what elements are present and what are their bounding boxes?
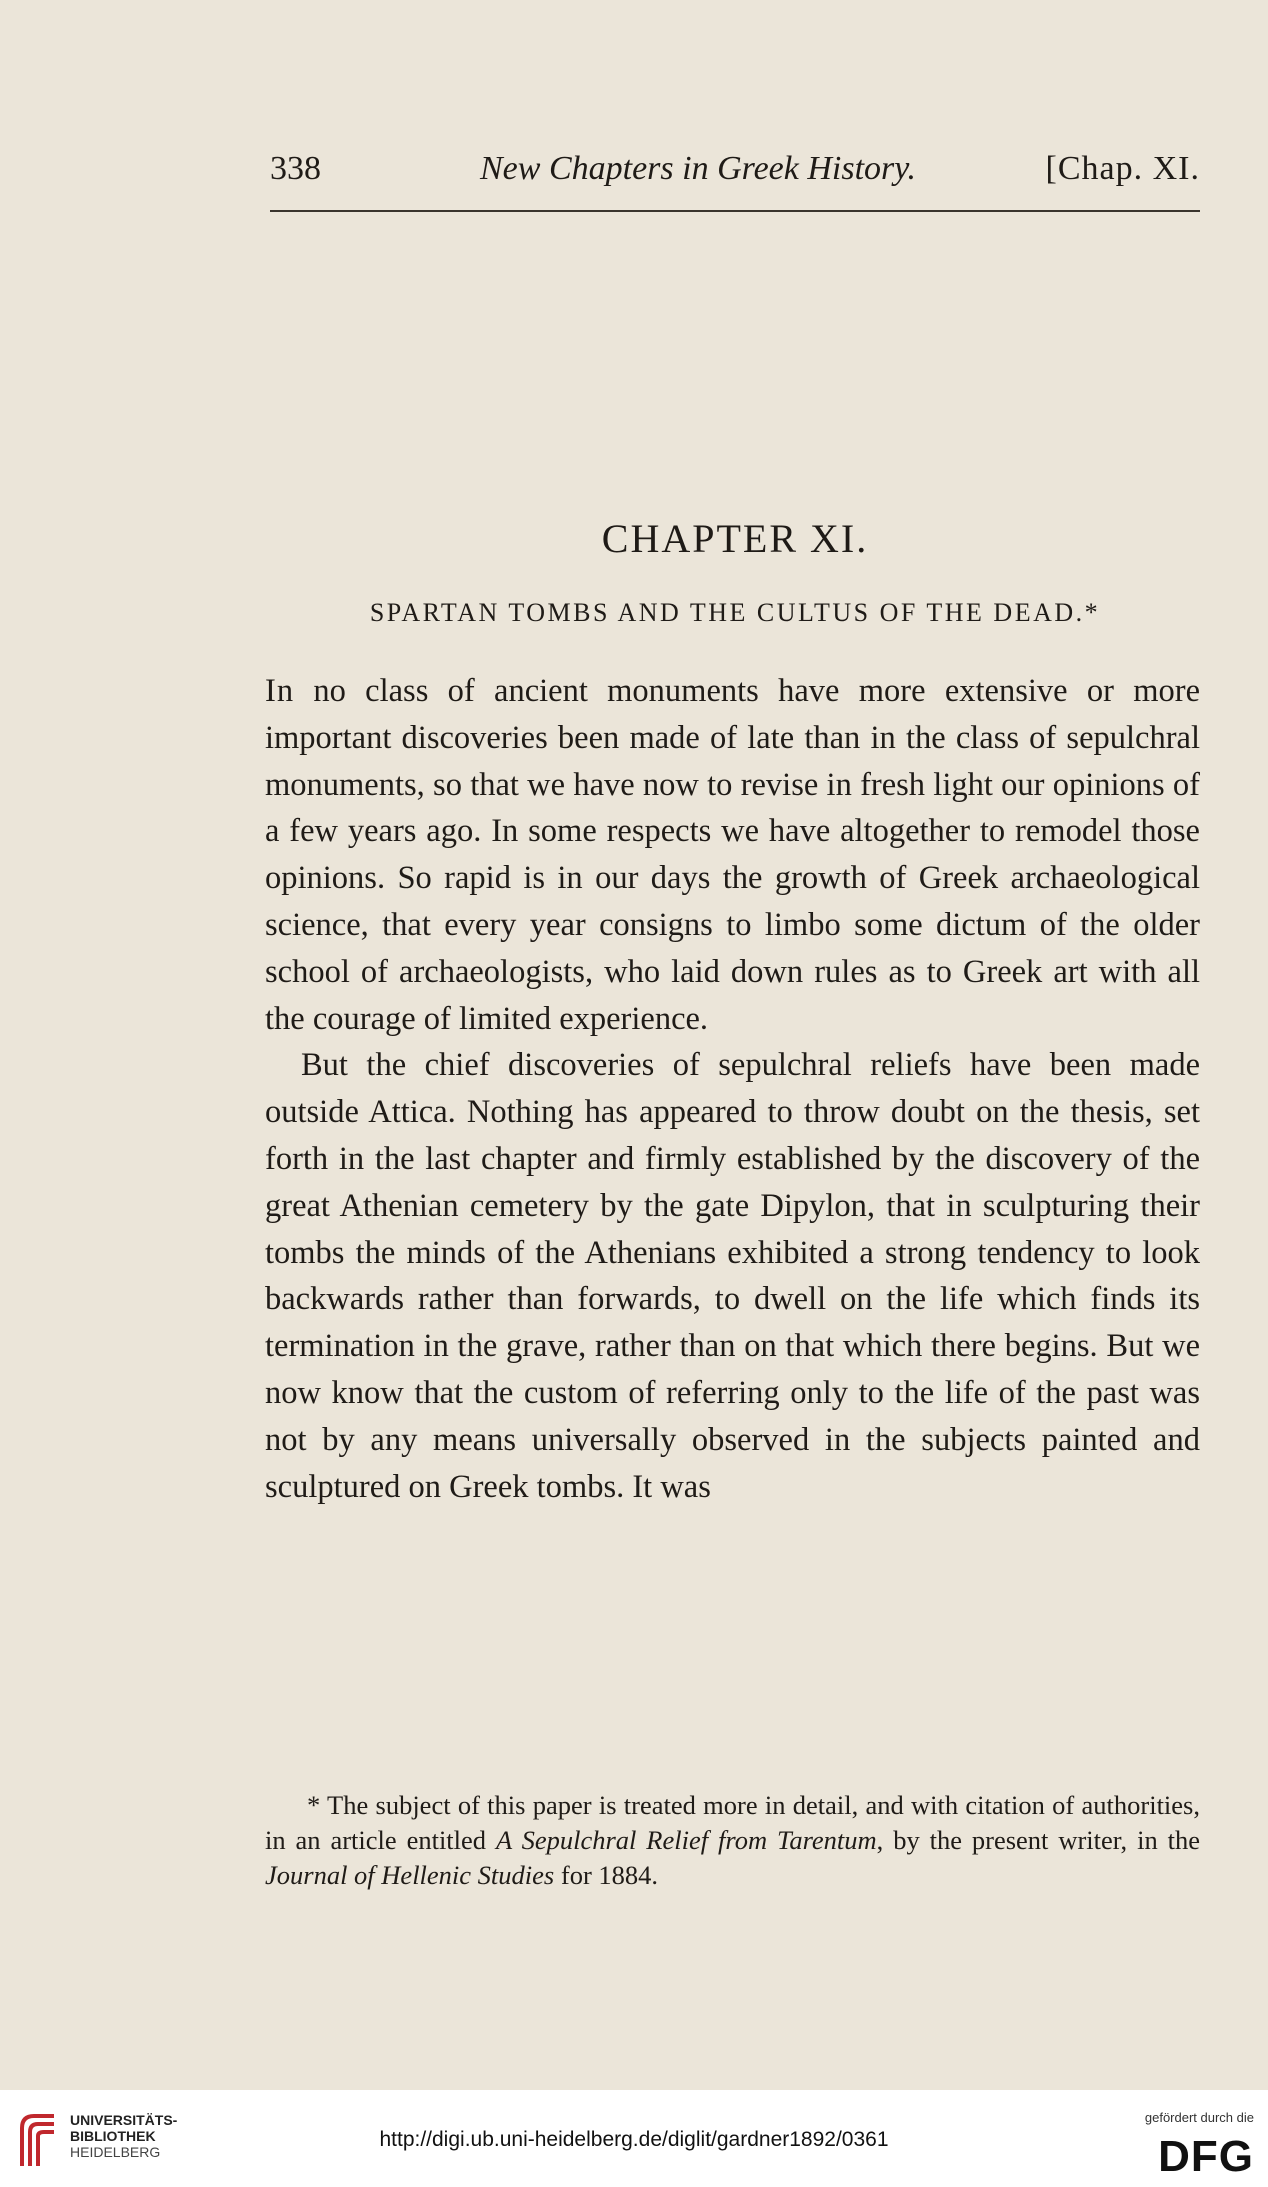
header-rule [270, 210, 1200, 212]
running-title: New Chapters in Greek History. [480, 150, 916, 187]
footnote-text-2: , by the present writer, in the [876, 1825, 1200, 1855]
library-name-line-3: HEIDELBERG [70, 2144, 161, 2160]
chapter-subtitle: SPARTAN TOMBS AND THE CULTUS OF THE DEAD.* [369, 598, 1101, 627]
chapter-reference: [Chap. XI. [1045, 150, 1200, 187]
paragraph-2: But the chief discoveries of sepulchral reliefs have been made outside Attica. Nothing has appeared to throw doubt on the thesis, set forth in the last chapter and firmly established by the discovery of the great Athenian cemetery by the gate Dipylon, that in sculpturing their tombs the minds of the Athenians exhibited a strong tendency to look backwards rather than forwards, to dwell on the life which finds its termination in the grave, rather than on that which there begins. But we now know that the custom of referring only to the life of the past was not by any means universally observed in the subjects painted and sculptured on Greek tombs. It was [265, 1047, 1200, 1505]
footnote-journal: Journal of Hellenic Studies [265, 1860, 555, 1890]
initial-word: In [265, 673, 295, 709]
library-name-line-2: BIBLIOTHEK [70, 2128, 156, 2144]
page-number: 338 [270, 150, 321, 187]
library-name-line-1: UNIVERSITÄTS- [70, 2112, 178, 2128]
footnote-text-1: * The subject of this paper is treated more in detail, and with citation of authorities, in an article entitled [265, 1790, 1200, 1855]
chapter-title: CHAPTER XI. [601, 516, 869, 561]
body-text [265, 668, 1200, 1510]
paragraph-1 [265, 668, 1200, 1042]
footnote [265, 1788, 1200, 1893]
paragraph-1-text: no class of ancient monuments have more extensive or more important discoveries been made of late than in the class of sepulchral monuments, so that we have now to revise in fresh light our opinions of a few years ago. In some respects we have altogether to remodel those opinions. So rapid is in our days the growth of Greek archaeological science, that every year consigns to limbo some dictum of the older school of archaeologists, who laid down rules as to Greek art with all the courage of limited experience. [265, 673, 1200, 1037]
footnote-article-title: A Sepulchral Relief from Tarentum [495, 1825, 877, 1855]
dfg-logo: DFG [1158, 2132, 1254, 2181]
funded-by-label: gefördert durch die [1144, 2110, 1254, 2125]
permalink-url[interactable]: http://digi.ub.uni-heidelberg.de/diglit/gardner1892/0361 [379, 2128, 889, 2151]
running-header [270, 150, 1200, 198]
footer-bar [0, 2090, 1268, 2187]
footnote-text-3: for 1884. [554, 1860, 659, 1890]
